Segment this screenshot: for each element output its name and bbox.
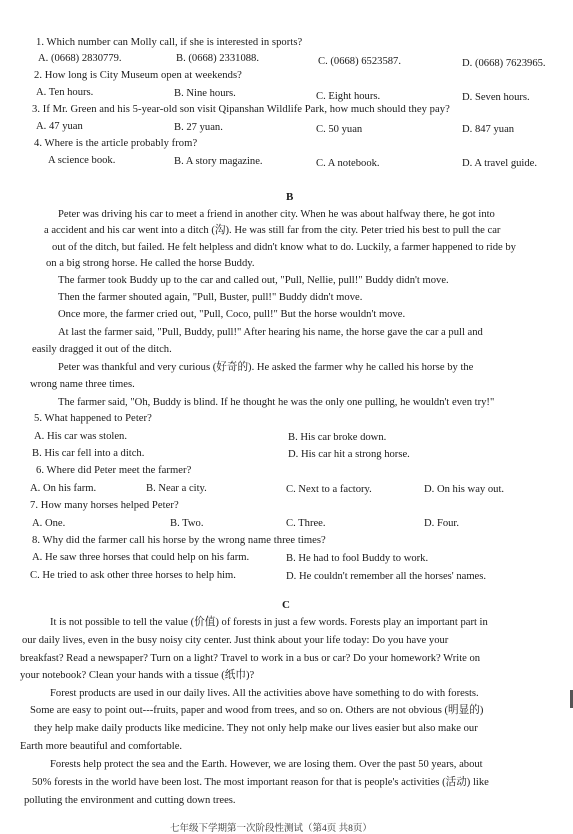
option: B. Nine hours. [174,88,236,99]
option: D. He couldn't remember all the horses' names. [286,571,487,582]
option: D. On his way out. [424,484,505,495]
passage-c-line: Forests help protect the sea and the Earth. However, we are losing them. Over the past 50 years, about [50,759,483,770]
option: C. Eight hours. [316,91,381,102]
option: B. Two. [170,518,204,529]
option: A. His car was stolen. [34,431,127,442]
passage-b-line: Peter was driving his car to meet a friend in another city. When he was about halfway there, he got into [58,209,495,220]
question-4: 4. Where is the article probably from? [34,138,198,149]
passage-c-line: Earth more beautiful and comfortable. [20,741,183,752]
option: C. Next to a factory. [286,484,372,495]
option: C. Three. [286,518,326,529]
option: D. His car hit a strong horse. [288,449,410,460]
option: D. Seven hours. [462,92,530,103]
passage-b-line: wrong name three times. [30,379,135,390]
option: A science book. [48,155,116,166]
passage-b-line: The farmer said, "Oh, Buddy is blind. If he thought he was the only one pulling, he wouldn't even try!" [58,397,495,408]
passage-c-line: your notebook? Clean your hands with a tissue (纸巾)? [20,670,255,681]
passage-c-line: Forest products are used in our daily lives. All the activities above have something to do with forests. [50,688,479,699]
option: A. 47 yuan [36,121,83,132]
option: B. 27 yuan. [174,122,223,133]
question-5: 5. What happened to Peter? [34,413,152,424]
passage-b-line: on a big strong horse. He called the horse Buddy. [46,258,255,269]
passage-c-line: breakfast? Read a newspaper? Turn on a light? Travel to work in a bus or car? Do your homework? Write on [20,653,481,664]
passage-b-line: Peter was thankful and very curious (好奇的). He asked the farmer why he called his horse by the [58,362,474,373]
option: A. (0668) 2830779. [38,53,122,64]
option: B. A story magazine. [174,156,263,167]
question-7: 7. How many horses helped Peter? [30,500,179,511]
option: B. His car fell into a ditch. [32,448,145,459]
passage-c-line: It is not possible to tell the value (价值) of forests in just a few words. Forests play an important part in [50,617,488,628]
option: A. He saw three horses that could help on his farm. [32,552,250,563]
passage-b-line: Then the farmer shouted again, "Pull, Buster, pull!" Buddy didn't move. [58,292,363,303]
passage-c-line: Some are easy to point out---fruits, paper and wood from trees, and so on. Others are not obvious (明显的) [30,705,484,716]
option: B. Near a city. [146,483,207,494]
passage-c-line: 50% forests in the world have been lost. The most important reason for that is people's activities (活动) like [32,777,489,788]
option: B. He had to fool Buddy to work. [286,553,429,564]
option: D. A travel guide. [462,158,538,169]
question-3: 3. If Mr. Green and his 5-year-old son visit Qipanshan Wildlife Park, how much should they pay? [32,104,450,115]
question-6: 6. Where did Peter meet the farmer? [36,465,192,476]
question-8: 8. Why did the farmer call his horse by the wrong name three times? [32,535,326,546]
section-heading-c: C [282,599,290,611]
question-1: 1. Which number can Molly call, if she is interested in sports? [36,37,303,48]
passage-b-line: Once more, the farmer cried out, "Pull, Coco, pull!" But the horse wouldn't move. [58,309,406,320]
option: D. 847 yuan [462,124,515,135]
passage-b-line: out of the ditch, but failed. He felt helpless and didn't know what to do. Luckily, a farmer happened to ride by [52,242,516,253]
passage-c-line: polluting the environment and cutting down trees. [24,795,236,806]
question-2: 2. How long is City Museum open at weekends? [34,70,242,81]
option: C. He tried to ask other three horses to help him. [30,570,236,581]
option: B. His car broke down. [288,432,387,443]
passage-b-line: a accident and his car went into a ditch (沟). He was still far from the city. Peter tried his best to pull the car [44,225,501,236]
passage-c-line: our daily lives, even in the busy noisy city center. Just think about your life today: Do you have your [22,635,449,646]
option: D. Four. [424,518,460,529]
page-footer: 七年级下学期第一次阶段性测试（第4页 共8页） [170,824,372,834]
option: D. (0668) 7623965. [462,58,546,69]
passage-b-line: At last the farmer said, "Pull, Buddy, pull!" After hearing his name, the horse gave the car a pull and [58,327,483,338]
option: A. On his farm. [30,483,97,494]
option: A. One. [32,518,66,529]
option: C. 50 yuan [316,124,363,135]
option: C. A notebook. [316,158,380,169]
option: A. Ten hours. [36,87,94,98]
passage-b-line: easily dragged it out of the ditch. [32,344,172,355]
passage-b-line: The farmer took Buddy up to the car and called out, "Pull, Nellie, pull!" Buddy didn't move. [58,275,449,286]
option: B. (0668) 2331088. [176,53,259,64]
option: C. (0668) 6523587. [318,56,401,67]
passage-c-line: they help make daily products like medicine. They not only help make our lives easier but also make our [34,723,478,734]
section-heading-b: B [286,191,294,203]
